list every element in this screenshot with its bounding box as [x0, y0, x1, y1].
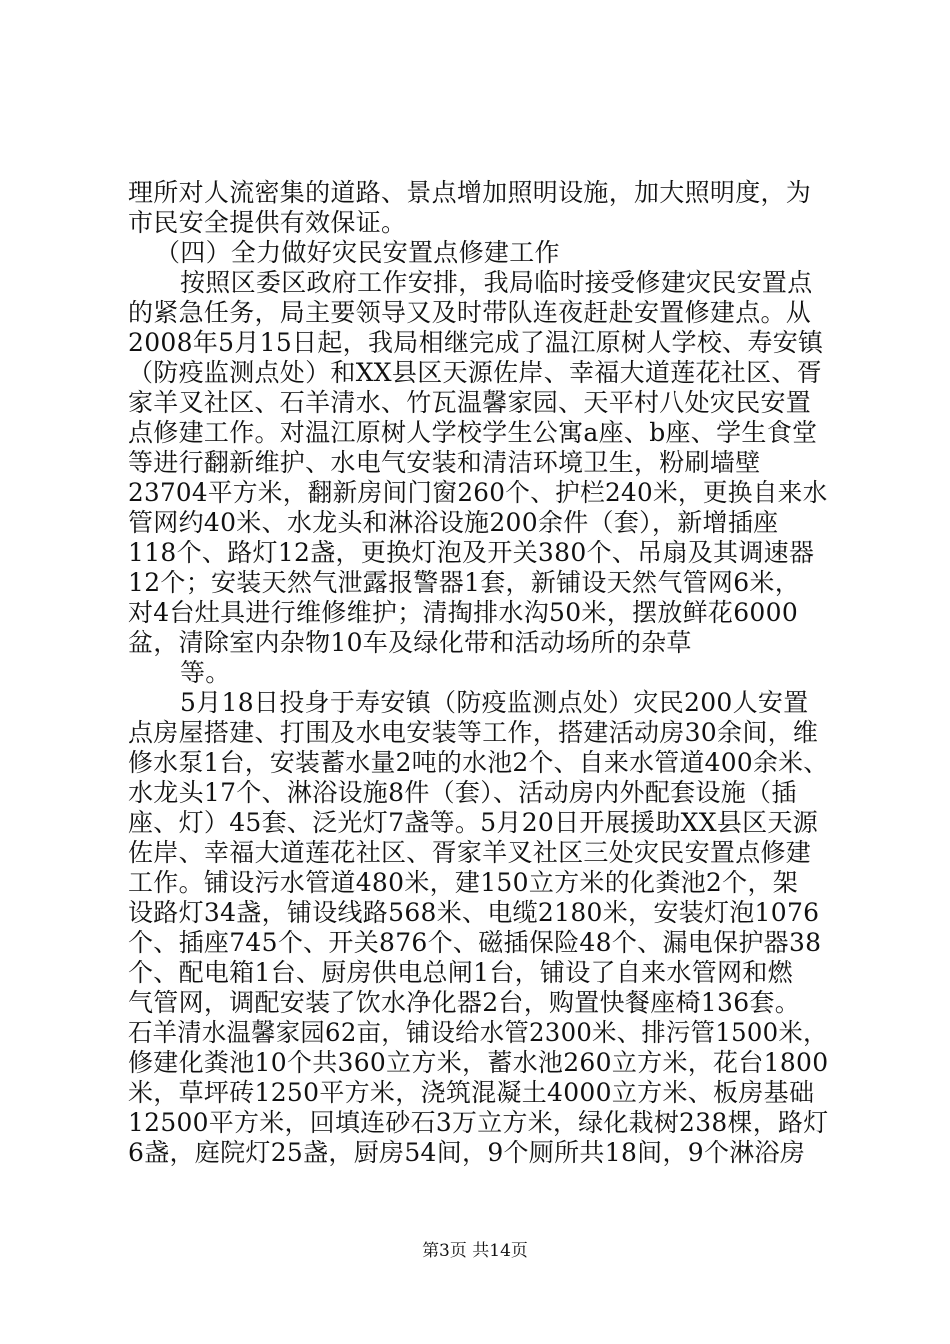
- text-line: 个、插座745个、开关876个、磁插保险48个、漏电保护器38: [128, 928, 822, 957]
- section-heading: （四）全力做好灾民安置点修建工作: [155, 238, 560, 267]
- paragraph-first-line: 5月18日投身于寿安镇（防疫监测点处）灾民200人安置: [180, 688, 809, 717]
- text-line: 水龙头17个、淋浴设施8件（套）、活动房内外配套设施（插: [128, 778, 797, 807]
- text-line: 修建化粪池10个共360立方米，蓄水池260立方米，花台1800: [128, 1048, 829, 1077]
- text-line: 座、灯）45套、泛光灯7盏等。5月20日开展援助XX县区天源: [128, 808, 819, 837]
- text-line: 石羊清水温馨家园62亩，铺设给水管2300米、排污管1500米，: [128, 1018, 828, 1047]
- text-line: 佐岸、幸福大道莲花社区、胥家羊叉社区三处灾民安置点修建: [128, 838, 812, 867]
- text-line: 等进行翻新维护、水电气安装和清洁环境卫生，粉刷墙壁: [128, 448, 761, 477]
- text-line: 的紧急任务，局主要领导又及时带队连夜赶赴安置修建点。从: [128, 298, 812, 327]
- text-line: 23704平方米，翻新房间门窗260个、护栏240米，更换自来水: [128, 478, 828, 507]
- text-line: 个、配电箱1台、厨房供电总闸1台，铺设了自来水管网和燃: [128, 958, 793, 987]
- text-line: 118个、路灯12盏，更换灯泡及开关380个、吊扇及其调速器: [128, 538, 815, 567]
- paragraph-first-line: 按照区委区政府工作安排，我局临时接受修建灾民安置点: [180, 268, 813, 297]
- page-footer: 第3页 共14页: [422, 1241, 528, 1261]
- text-line: 2008年5月15日起，我局相继完成了温江原树人学校、寿安镇: [128, 328, 824, 357]
- text-line: 等。: [180, 658, 231, 687]
- text-line: 市民安全提供有效保证。: [128, 208, 407, 237]
- text-line: （防疫监测点处）和XX县区天源佐岸、幸福大道莲花社区、胥: [128, 358, 822, 387]
- text-line: 12个；安装天然气泄露报警器1套，新铺设天然气管网6米，: [128, 568, 801, 597]
- text-line: 设路灯34盏，铺设线路568米、电缆2180米，安装灯泡1076: [128, 898, 820, 927]
- text-line: 点房屋搭建、打围及水电安装等工作，搭建活动房30余间，维: [128, 718, 819, 747]
- text-line: 工作。铺设污水管道480米，建150立方米的化粪池2个，架: [128, 868, 799, 897]
- text-line: 米，草坪砖1250平方米，浇筑混凝土4000立方米、板房基础: [128, 1078, 815, 1107]
- text-line: 修水泵1台，安装蓄水量2吨的水池2个、自来水管道400余米、: [128, 748, 829, 777]
- text-line: 对4台灶具进行维修维护；清掏排水沟50米，摆放鲜花6000: [128, 598, 799, 627]
- text-line: 点修建工作。对温江原树人学校学生公寓a座、b座、学生食堂: [128, 418, 818, 447]
- text-line: 管网约40米、水龙头和淋浴设施200余件（套），新增插座: [128, 508, 779, 537]
- text-line: 盆，清除室内杂物10车及绿化带和活动场所的杂草: [128, 628, 692, 657]
- text-line: 理所对人流密集的道路、景点增加照明设施，加大照明度，为: [128, 178, 812, 207]
- text-line: 12500平方米，回填连砂石3万立方米，绿化栽树238棵，路灯: [128, 1108, 829, 1137]
- text-line: 6盏，庭院灯25盏，厨房54间，9个厕所共18间，9个淋浴房: [128, 1138, 806, 1167]
- text-line: 气管网，调配安装了饮水净化器2台，购置快餐座椅136套。: [128, 988, 801, 1017]
- text-line: 家羊叉社区、石羊清水、竹瓦温馨家园、天平村八处灾民安置: [128, 388, 812, 417]
